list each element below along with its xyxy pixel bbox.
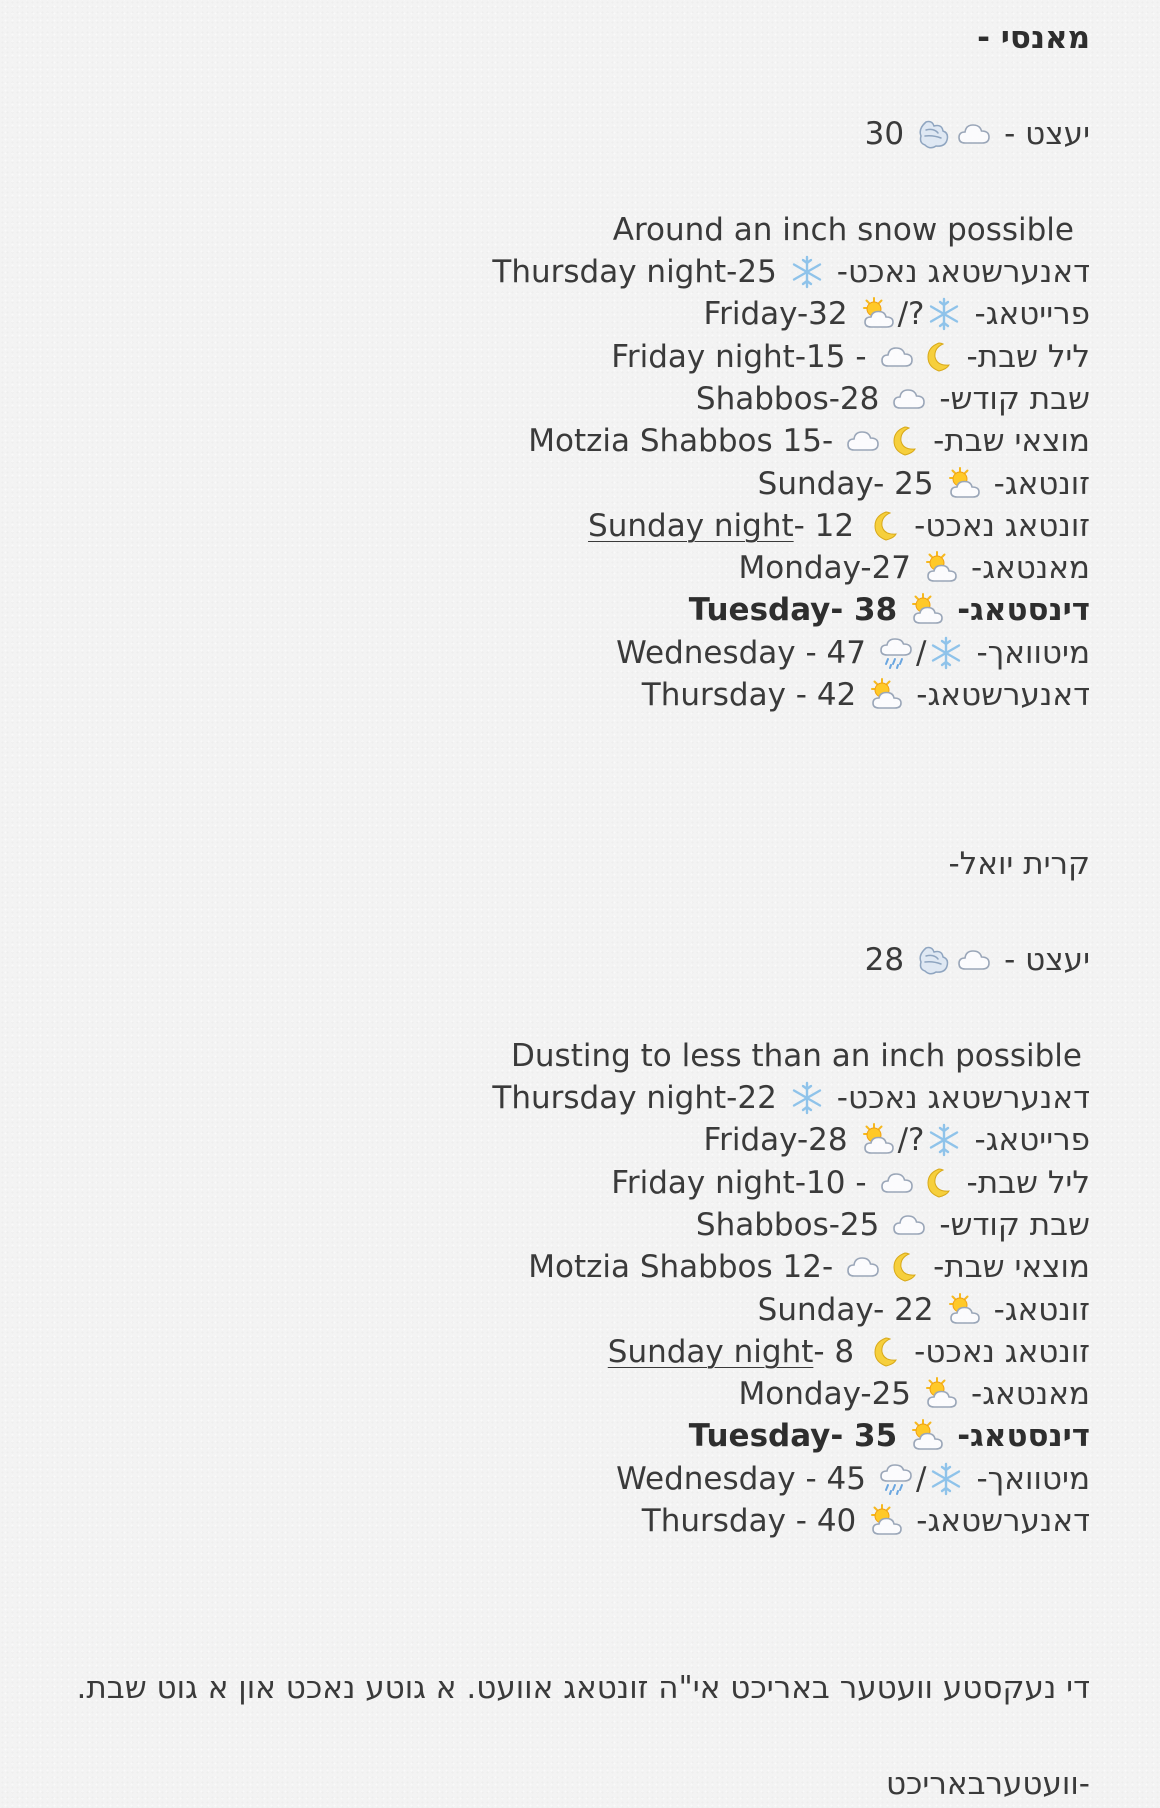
moon-icon [919, 339, 955, 375]
cloud-icon [956, 116, 992, 152]
forecast-row [492, 248, 1090, 296]
forecast-row [696, 1201, 1090, 1249]
snow-note: Dusting to less than an inch possible [511, 1038, 1082, 1074]
forecast-period-yiddish: דאנערשטאג- [916, 677, 1090, 713]
wind-icon [916, 942, 952, 978]
separator: / [916, 1460, 927, 1497]
snowflake-icon [928, 635, 964, 671]
forecast-row [588, 502, 1090, 550]
rain-cloud-icon [878, 1461, 914, 1497]
cloud-icon [891, 381, 927, 417]
forecast-temp: - 8 [813, 1333, 855, 1370]
current-conditions-row [865, 936, 1090, 984]
forecast-period-temp: Shabbos-25 [695, 1206, 880, 1243]
moon-icon [866, 1334, 902, 1370]
forecast-period-temp: Friday night-10 - [611, 1164, 867, 1201]
forecast-period-temp: Wednesday - 47 [616, 634, 866, 671]
sun-behind-cloud-icon [946, 466, 982, 502]
sun-behind-cloud-icon [923, 1376, 959, 1412]
forecast-period-yiddish: דאנערשטאג נאכט- [836, 254, 1090, 290]
forecast-row [611, 333, 1090, 381]
moon-icon [885, 1249, 921, 1285]
cloud-icon [879, 1165, 915, 1201]
forecast-row [616, 629, 1090, 677]
forecast-period-temp: Friday night-15 - [611, 338, 867, 375]
cloud-icon [891, 1207, 927, 1243]
forecast-row [642, 1497, 1090, 1545]
forecast-period-link: Sunday night [588, 507, 794, 544]
snowflake-icon [926, 296, 962, 332]
forecast-row [616, 1455, 1090, 1503]
forecast-period-temp: Thursday - 40 [641, 1503, 857, 1539]
forecast-row [689, 1412, 1090, 1460]
closing-message: די נעקסטע וועטער באריכט אי"ה זונטאג אוועט. א גוטע נאכט און א גוט שבת. [76, 1670, 1090, 1706]
forecast-period-temp [608, 1328, 854, 1376]
forecast-row [528, 1243, 1090, 1291]
forecast-period-yiddish: זונטאג נאכט- [914, 1333, 1090, 1370]
forecast-row [758, 460, 1090, 508]
snowflake-icon [926, 1122, 962, 1158]
sun-behind-cloud-icon [868, 677, 904, 713]
forecast-period-yiddish: שבת קודש- [939, 1206, 1090, 1243]
forecast-row [704, 1116, 1090, 1164]
forecast-period-temp: Wednesday - 45 [616, 1460, 866, 1497]
forecast-period-temp: Thursday night-25 [492, 254, 777, 290]
sun-behind-cloud-icon [923, 550, 959, 586]
forecast-period-yiddish: דינסטאג- [957, 1418, 1090, 1455]
current-label: יעצט - [1004, 942, 1090, 978]
snowflake-icon [789, 1080, 825, 1116]
separator: /? [897, 1122, 925, 1159]
rain-cloud-icon [878, 635, 914, 671]
forecast-period-yiddish: מאנטאג- [971, 550, 1090, 587]
separator: /? [897, 296, 925, 333]
sun-behind-cloud-icon [909, 1418, 945, 1454]
forecast-period-temp: Friday-32 [703, 296, 848, 333]
forecast-period-yiddish: מיטוואך- [976, 1460, 1090, 1497]
moon-icon [919, 1165, 955, 1201]
snow-note: Around an inch snow possible [612, 212, 1074, 248]
snowflake-icon [789, 254, 825, 290]
forecast-period-temp: Friday-28 [703, 1122, 848, 1159]
forecast-period-temp: Motzia Shabbos 12- [528, 1249, 834, 1286]
forecast-period-yiddish: פרייטאג- [974, 296, 1090, 333]
current-conditions-row [865, 110, 1090, 158]
forecast-row [492, 1074, 1090, 1122]
forecast-period-temp: Monday-25 [738, 1376, 912, 1413]
forecast-period-temp: Sunday- 25 [757, 465, 934, 502]
cloud-icon [956, 942, 992, 978]
forecast-row [528, 417, 1090, 465]
forecast-period-temp: Sunday- 22 [757, 1291, 934, 1328]
cloud-icon [845, 423, 881, 459]
current-temp: 28 [864, 942, 905, 978]
current-temp: 30 [864, 116, 905, 152]
forecast-period-yiddish: מיטוואך- [976, 634, 1090, 671]
forecast-row [696, 375, 1090, 423]
forecast-row [642, 671, 1090, 719]
forecast-period-yiddish: מאנטאג- [971, 1376, 1090, 1413]
forecast-period-temp: Shabbos-28 [695, 380, 880, 417]
forecast-period-yiddish: דינסטאג- [957, 592, 1090, 629]
sun-behind-cloud-icon [860, 296, 896, 332]
sun-behind-cloud-icon [946, 1292, 982, 1328]
forecast-period-yiddish: מוצאי שבת- [933, 1249, 1090, 1286]
forecast-row [739, 1370, 1090, 1418]
forecast-period-link: Sunday night [607, 1333, 814, 1370]
forecast-row [739, 544, 1090, 592]
cloud-icon [845, 1249, 881, 1285]
forecast-period-temp: Tuesday- 38 [688, 592, 898, 629]
forecast-period-temp [588, 502, 854, 550]
separator: / [916, 634, 927, 671]
forecast-period-yiddish: מוצאי שבת- [933, 423, 1090, 460]
sun-behind-cloud-icon [909, 592, 945, 628]
forecast-row [704, 290, 1090, 338]
cloud-icon [879, 339, 915, 375]
location-title: קרית יואל- [948, 846, 1090, 882]
forecast-period-yiddish: זונטאג- [993, 465, 1090, 502]
snowflake-icon [928, 1461, 964, 1497]
forecast-period-yiddish: פרייטאג- [974, 1122, 1090, 1159]
signature: -וועטערבאריכט [885, 1766, 1090, 1802]
forecast-row [758, 1286, 1090, 1334]
forecast-period-temp: Thursday night-22 [492, 1080, 777, 1116]
forecast-period-temp: Thursday - 42 [641, 677, 857, 713]
forecast-period-temp: Tuesday- 35 [688, 1418, 898, 1455]
forecast-row [611, 1159, 1090, 1207]
location-title: מאנסי - [977, 20, 1090, 56]
forecast-row [689, 586, 1090, 634]
sun-behind-cloud-icon [868, 1503, 904, 1539]
forecast-period-yiddish: ליל שבת- [966, 338, 1090, 375]
wind-icon [916, 116, 952, 152]
forecast-period-yiddish: זונטאג נאכט- [914, 507, 1090, 544]
forecast-period-yiddish: דאנערשטאג נאכט- [836, 1080, 1090, 1116]
forecast-period-yiddish: דאנערשטאג- [916, 1503, 1090, 1539]
current-label: יעצט - [1004, 116, 1090, 152]
forecast-temp: - 12 [793, 507, 855, 544]
forecast-period-yiddish: זונטאג- [993, 1291, 1090, 1328]
moon-icon [885, 423, 921, 459]
moon-icon [866, 508, 902, 544]
forecast-period-temp: Monday-27 [738, 550, 912, 587]
sun-behind-cloud-icon [860, 1122, 896, 1158]
forecast-period-temp: Motzia Shabbos 15- [528, 423, 834, 460]
forecast-period-yiddish: ליל שבת- [966, 1164, 1090, 1201]
forecast-period-yiddish: שבת קודש- [939, 380, 1090, 417]
forecast-row [608, 1328, 1090, 1376]
